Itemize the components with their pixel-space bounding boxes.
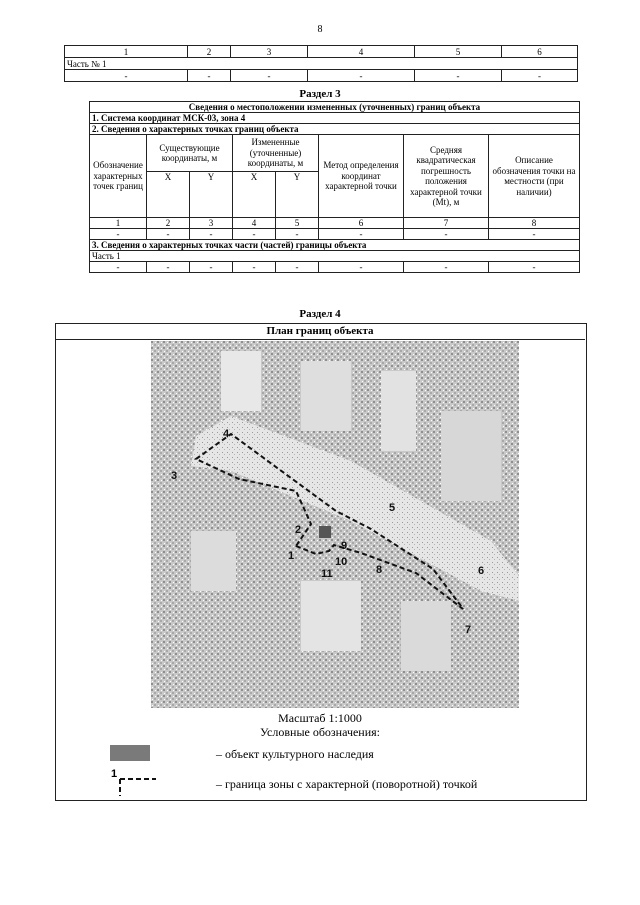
table-cell: 2 — [188, 46, 231, 58]
section3-title: Раздел 3 — [299, 88, 341, 100]
legend-title: Условные обозначения: — [259, 725, 381, 739]
table-cell: - — [489, 229, 580, 240]
map-point-label: 5 — [389, 502, 396, 514]
table-cell: 6 — [502, 46, 578, 58]
table-cell: - — [404, 229, 489, 240]
map-point-label: 8 — [376, 564, 383, 576]
table-cell: - — [319, 229, 404, 240]
col-designation: Обозначение характерных точек границ — [90, 135, 147, 218]
col-y: Y — [190, 172, 233, 218]
table-cell: - — [319, 262, 404, 273]
section4-title: Раздел 4 — [299, 308, 341, 320]
table-cell: - — [404, 262, 489, 273]
table-cell: 5 — [276, 218, 319, 229]
continuation-table — [64, 45, 578, 82]
part-label: Часть № 1 — [65, 58, 578, 70]
table-cell: - — [65, 70, 188, 82]
points-title: 2. Сведения о характерных точках границ объекта — [90, 124, 580, 135]
table-cell: 5 — [415, 46, 502, 58]
coord-system: 1. Система координат МСК-03, зона 4 — [90, 113, 580, 124]
table-cell: - — [308, 70, 415, 82]
map-scale: Масштаб 1:1000 — [278, 711, 362, 725]
table-header-row — [65, 46, 578, 58]
boundary-map — [151, 341, 519, 708]
table-cell: 1 — [65, 46, 188, 58]
col-method: Метод определения координат характерной точки — [319, 135, 404, 218]
building-area — [441, 411, 501, 501]
table-cell: 4 — [233, 218, 276, 229]
table-cell: - — [190, 262, 233, 273]
table-cell: - — [233, 229, 276, 240]
col-x: X — [147, 172, 190, 218]
table-cell: 4 — [308, 46, 415, 58]
table-cell: - — [276, 229, 319, 240]
legend-boundary-number: 1 — [111, 768, 118, 780]
legend-heritage-label: – объект культурного наследия — [216, 747, 374, 761]
part-points-title: 3. Сведения о характерных точках части (частей) границы объекта — [90, 240, 580, 251]
map-point-label: 11 — [321, 568, 333, 580]
building-area — [301, 581, 361, 651]
table-cell: 3 — [190, 218, 233, 229]
table-cell: 8 — [489, 218, 580, 229]
table-row — [65, 70, 578, 82]
map-point-label: 6 — [478, 565, 485, 577]
map-point-label: 10 — [335, 556, 348, 568]
table-cell: - — [147, 229, 190, 240]
map-point-label: 3 — [171, 470, 178, 482]
building-area — [301, 361, 351, 431]
col-x: X — [233, 172, 276, 218]
table-cell: 2 — [147, 218, 190, 229]
table-cell: - — [190, 229, 233, 240]
plan-title: План границ объекта — [55, 323, 585, 340]
table-cell: - — [90, 229, 147, 240]
table-cell: 6 — [319, 218, 404, 229]
table-cell: - — [415, 70, 502, 82]
building-area — [401, 601, 451, 671]
table-cell: - — [276, 262, 319, 273]
col-existing: Существующие координаты, м — [147, 135, 233, 172]
map-point-label: 1 — [288, 550, 295, 562]
map-point-label: 2 — [295, 524, 302, 536]
building-area — [191, 531, 236, 591]
col-y: Y — [276, 172, 319, 218]
table-cell: 3 — [231, 46, 308, 58]
col-description: Описание обозначения точки на местности (при наличии) — [489, 135, 580, 218]
table-cell: - — [233, 262, 276, 273]
section3-table — [89, 101, 580, 273]
table-cell: - — [90, 262, 147, 273]
building-area — [381, 371, 416, 451]
table-cell: 1 — [90, 218, 147, 229]
table-cell: - — [188, 70, 231, 82]
col-error: Средняя квадратическая погрешность положения характерной точки (Mt), м — [404, 135, 489, 218]
table-cell: - — [502, 70, 578, 82]
table-cell: 7 — [404, 218, 489, 229]
heritage-object — [319, 526, 331, 538]
table-cell: - — [489, 262, 580, 273]
table-row — [65, 58, 578, 70]
section3-subtitle: Сведения о местоположении измененных (уточненных) границ объекта — [90, 102, 580, 113]
legend-boundary-label: – граница зоны с характерной (поворотной) точкой — [216, 777, 478, 791]
map-point-label: 7 — [465, 624, 472, 636]
building-area — [221, 351, 261, 411]
part-label: Часть 1 — [90, 251, 580, 262]
col-changed: Измененные (уточненные) координаты, м — [233, 135, 319, 172]
table-cell: - — [231, 70, 308, 82]
map-point-label: 9 — [341, 540, 348, 552]
page-number: 8 — [317, 24, 323, 35]
legend-heritage-swatch — [110, 745, 150, 761]
map-point-label: 4 — [223, 428, 230, 440]
table-cell: - — [147, 262, 190, 273]
